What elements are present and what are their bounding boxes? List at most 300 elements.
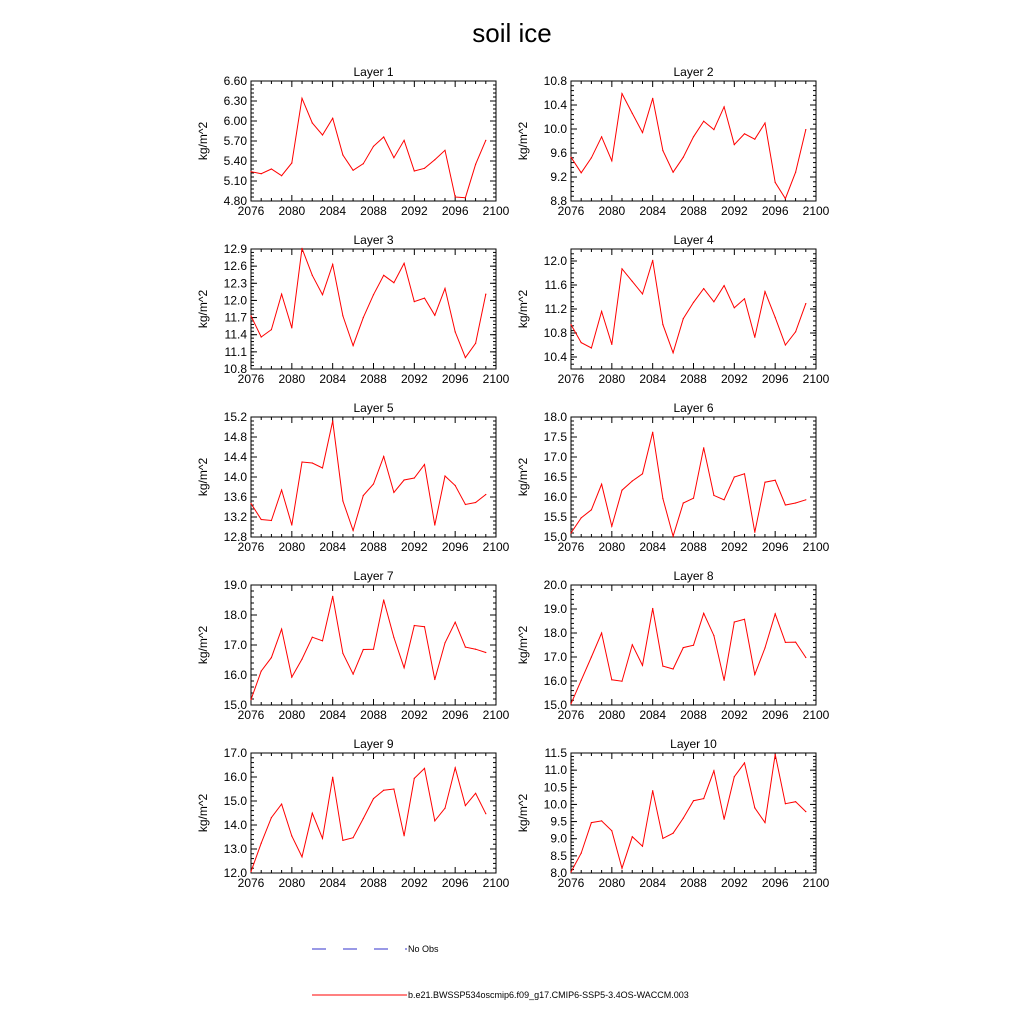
data-point — [673, 536, 674, 537]
y-tick-label: 9.0 — [550, 831, 567, 846]
data-point — [434, 524, 435, 525]
data-point — [393, 637, 394, 638]
data-point — [744, 762, 745, 763]
y-tick-label: 8.0 — [550, 866, 567, 880]
x-tick-label: 2092 — [400, 204, 428, 218]
data-point — [455, 331, 456, 332]
data-point — [434, 315, 435, 316]
data-point — [785, 642, 786, 643]
series-line — [251, 596, 486, 699]
panel-title: Layer 5 — [353, 401, 394, 415]
series-line — [571, 432, 806, 536]
x-tick-label: 2080 — [598, 372, 626, 386]
chart-panel — [196, 737, 510, 890]
y-tick-label: 9.5 — [550, 814, 567, 829]
data-point — [301, 856, 302, 857]
x-tick-label: 2092 — [720, 540, 748, 554]
data-point — [713, 770, 714, 771]
data-point — [373, 483, 374, 484]
data-point — [632, 281, 633, 282]
legend — [312, 944, 689, 1000]
data-point — [785, 198, 786, 199]
x-tick-label: 2084 — [319, 540, 347, 554]
data-point — [444, 642, 445, 643]
y-tick-label: 10.4 — [543, 350, 567, 364]
data-point — [414, 778, 415, 779]
data-point — [652, 432, 653, 433]
chart-panel — [516, 65, 830, 218]
x-tick-label: 2084 — [319, 708, 347, 722]
data-point — [312, 275, 313, 276]
data-point — [373, 146, 374, 147]
data-point — [322, 838, 323, 839]
panel-title: Layer 3 — [353, 233, 394, 247]
x-tick-label: 2080 — [598, 876, 626, 890]
data-point — [353, 530, 354, 531]
x-tick-label: 2092 — [400, 876, 428, 890]
data-point — [485, 652, 486, 653]
x-tick-label: 2096 — [441, 708, 469, 722]
y-tick-label: 11.7 — [224, 310, 247, 325]
data-point — [434, 679, 435, 680]
data-point — [795, 502, 796, 503]
x-tick-label: 2076 — [237, 372, 265, 386]
data-point — [332, 777, 333, 778]
data-point — [703, 613, 704, 614]
plot-frame — [571, 417, 816, 537]
data-point — [703, 288, 704, 289]
data-point — [271, 168, 272, 169]
data-point — [805, 657, 806, 658]
data-point — [713, 301, 714, 302]
data-point — [291, 835, 292, 836]
x-tick-label: 2084 — [639, 372, 667, 386]
data-point — [632, 113, 633, 114]
data-point — [591, 509, 592, 510]
y-tick-label: 12.0 — [543, 254, 567, 268]
data-point — [693, 302, 694, 303]
data-point — [475, 502, 476, 503]
data-point — [444, 150, 445, 151]
data-point — [775, 754, 776, 755]
data-point — [342, 840, 343, 841]
y-tick-label: 16.5 — [543, 470, 567, 484]
data-point — [795, 172, 796, 173]
data-point — [713, 635, 714, 636]
panel-title: Layer 4 — [673, 233, 714, 247]
data-point — [475, 793, 476, 794]
data-point — [683, 502, 684, 503]
x-tick-label: 2088 — [680, 876, 707, 890]
data-point — [301, 659, 302, 660]
data-point — [775, 480, 776, 481]
data-point — [373, 649, 374, 650]
x-tick-label: 2096 — [761, 708, 789, 722]
y-axis-label: kg/m^2 — [516, 289, 530, 329]
data-point — [805, 129, 806, 130]
data-point — [353, 674, 354, 675]
data-point — [291, 677, 292, 678]
x-tick-label: 2096 — [441, 540, 469, 554]
data-point — [601, 136, 602, 137]
x-tick-label: 2100 — [482, 204, 510, 218]
data-point — [785, 504, 786, 505]
y-tick-label: 18.0 — [223, 608, 247, 622]
data-point — [764, 482, 765, 483]
data-point — [271, 520, 272, 521]
x-tick-label: 2088 — [680, 708, 707, 722]
x-tick-label: 2100 — [802, 876, 830, 890]
data-point — [363, 163, 364, 164]
data-point — [744, 133, 745, 134]
data-point — [414, 301, 415, 302]
data-point — [652, 98, 653, 99]
x-tick-label: 2076 — [557, 876, 585, 890]
x-tick-label: 2092 — [400, 372, 428, 386]
y-tick-label: 9.6 — [550, 146, 567, 160]
y-axis-label: kg/m^2 — [516, 625, 530, 665]
data-point — [734, 476, 735, 477]
x-tick-label: 2100 — [482, 708, 510, 722]
data-point — [373, 294, 374, 295]
data-point — [332, 264, 333, 265]
data-point — [591, 656, 592, 657]
data-point — [281, 804, 282, 805]
data-point — [332, 596, 333, 597]
data-point — [611, 344, 612, 345]
x-tick-label: 2076 — [237, 708, 265, 722]
data-point — [693, 136, 694, 137]
y-tick-label: 19.0 — [543, 602, 567, 616]
data-point — [424, 168, 425, 169]
x-tick-label: 2084 — [319, 372, 347, 386]
x-tick-label: 2100 — [482, 876, 510, 890]
data-point — [683, 647, 684, 648]
legend-obs-label: No Obs — [408, 944, 439, 954]
data-point — [754, 532, 755, 533]
y-tick-label: 12.0 — [223, 866, 247, 880]
data-point — [601, 311, 602, 312]
data-point — [444, 808, 445, 809]
x-tick-label: 2076 — [557, 204, 585, 218]
data-point — [363, 317, 364, 318]
data-point — [455, 767, 456, 768]
x-tick-label: 2092 — [720, 204, 748, 218]
y-tick-label: 4.80 — [223, 194, 247, 208]
x-tick-label: 2100 — [802, 204, 830, 218]
plot-frame — [251, 753, 496, 873]
data-point — [764, 647, 765, 648]
x-tick-label: 2076 — [237, 876, 265, 890]
data-point — [724, 819, 725, 820]
y-tick-label: 15.2 — [223, 410, 247, 424]
data-point — [662, 498, 663, 499]
y-tick-label: 10.8 — [543, 326, 567, 340]
data-point — [652, 260, 653, 261]
x-tick-label: 2076 — [557, 540, 585, 554]
x-tick-label: 2080 — [278, 876, 306, 890]
data-point — [662, 324, 663, 325]
data-point — [642, 665, 643, 666]
data-point — [353, 837, 354, 838]
data-point — [312, 813, 313, 814]
data-point — [322, 294, 323, 295]
data-point — [261, 336, 262, 337]
data-point — [683, 157, 684, 158]
data-point — [734, 144, 735, 145]
plot-frame — [571, 81, 816, 201]
x-tick-label: 2084 — [319, 204, 347, 218]
chart-panel — [196, 569, 510, 722]
x-tick-label: 2076 — [557, 708, 585, 722]
x-tick-label: 2088 — [680, 540, 707, 554]
data-point — [642, 473, 643, 474]
x-tick-label: 2076 — [557, 372, 585, 386]
x-tick-label: 2096 — [761, 540, 789, 554]
x-tick-label: 2096 — [441, 372, 469, 386]
data-point — [785, 803, 786, 804]
data-point — [301, 98, 302, 99]
data-point — [642, 132, 643, 133]
series-line — [251, 421, 486, 531]
y-tick-label: 14.0 — [223, 470, 247, 484]
y-axis-label: kg/m^2 — [196, 289, 210, 329]
chart-panel — [516, 737, 830, 890]
data-point — [414, 170, 415, 171]
data-point — [703, 447, 704, 448]
y-tick-label: 13.0 — [223, 842, 247, 856]
x-tick-label: 2092 — [720, 372, 748, 386]
data-point — [424, 298, 425, 299]
data-point — [342, 154, 343, 155]
y-tick-label: 15.0 — [223, 794, 247, 808]
data-point — [805, 303, 806, 304]
data-point — [662, 150, 663, 151]
series-line — [571, 260, 806, 352]
x-tick-label: 2080 — [278, 372, 306, 386]
data-point — [744, 619, 745, 620]
x-tick-label: 2080 — [278, 540, 306, 554]
data-point — [434, 159, 435, 160]
data-point — [393, 282, 394, 283]
data-point — [404, 263, 405, 264]
y-tick-label: 12.8 — [223, 530, 247, 544]
x-tick-label: 2084 — [639, 876, 667, 890]
data-point — [414, 477, 415, 478]
y-tick-label: 15.0 — [543, 698, 567, 712]
data-point — [693, 498, 694, 499]
data-point — [250, 871, 251, 872]
data-point — [724, 499, 725, 500]
y-tick-label: 11.4 — [224, 327, 247, 342]
data-point — [652, 608, 653, 609]
data-point — [673, 833, 674, 834]
data-point — [703, 121, 704, 122]
data-point — [713, 495, 714, 496]
data-point — [611, 160, 612, 161]
data-point — [475, 649, 476, 650]
x-tick-label: 2084 — [319, 876, 347, 890]
data-point — [621, 681, 622, 682]
data-point — [570, 157, 571, 158]
data-point — [455, 485, 456, 486]
data-point — [485, 294, 486, 295]
data-point — [424, 626, 425, 627]
y-axis-label: kg/m^2 — [516, 121, 530, 161]
series-line — [571, 754, 806, 872]
y-tick-label: 6.30 — [223, 94, 247, 108]
data-point — [744, 473, 745, 474]
x-tick-label: 2084 — [639, 708, 667, 722]
y-tick-label: 10.5 — [543, 780, 567, 795]
y-axis-label: kg/m^2 — [516, 457, 530, 497]
data-point — [652, 790, 653, 791]
data-point — [312, 637, 313, 638]
data-point — [271, 329, 272, 330]
data-point — [250, 171, 251, 172]
data-point — [621, 268, 622, 269]
data-point — [683, 818, 684, 819]
data-point — [383, 275, 384, 276]
data-point — [281, 629, 282, 630]
x-tick-label: 2084 — [639, 204, 667, 218]
y-tick-label: 17.5 — [543, 430, 567, 444]
data-point — [312, 462, 313, 463]
x-tick-label: 2080 — [598, 540, 626, 554]
chart-panel — [516, 569, 830, 722]
data-point — [383, 136, 384, 137]
data-point — [673, 172, 674, 173]
x-tick-label: 2080 — [278, 708, 306, 722]
x-tick-label: 2080 — [278, 204, 306, 218]
y-tick-label: 8.5 — [550, 848, 567, 863]
data-point — [581, 172, 582, 173]
x-tick-label: 2088 — [360, 204, 387, 218]
y-tick-label: 19.0 — [223, 578, 247, 592]
y-tick-label: 17.0 — [223, 638, 247, 652]
data-point — [795, 801, 796, 802]
data-point — [485, 140, 486, 141]
data-point — [455, 622, 456, 623]
data-point — [754, 337, 755, 338]
data-point — [301, 461, 302, 462]
data-point — [363, 649, 364, 650]
data-point — [611, 526, 612, 527]
data-point — [734, 621, 735, 622]
y-tick-label: 17.0 — [543, 650, 567, 664]
data-point — [632, 836, 633, 837]
data-point — [785, 344, 786, 345]
plot-frame — [251, 417, 496, 537]
data-point — [581, 517, 582, 518]
data-point — [393, 788, 394, 789]
data-point — [724, 106, 725, 107]
y-axis-label: kg/m^2 — [196, 457, 210, 497]
data-point — [393, 492, 394, 493]
data-point — [434, 820, 435, 821]
panel-title: Layer 1 — [353, 65, 394, 79]
data-point — [642, 846, 643, 847]
x-tick-label: 2088 — [360, 540, 387, 554]
data-point — [353, 170, 354, 171]
data-point — [465, 647, 466, 648]
panel-title: Layer 7 — [353, 569, 394, 583]
data-point — [465, 197, 466, 198]
y-tick-label: 18.0 — [543, 410, 567, 424]
data-point — [754, 807, 755, 808]
y-tick-label: 10.8 — [543, 74, 567, 88]
chart-panel — [196, 233, 510, 386]
x-tick-label: 2092 — [720, 708, 748, 722]
y-tick-label: 20.0 — [543, 578, 567, 592]
data-point — [611, 830, 612, 831]
y-tick-label: 17.0 — [543, 450, 567, 464]
y-axis-label: kg/m^2 — [196, 793, 210, 833]
legend-model-label: b.e21.BWSSP534oscmip6.f09_g17.CMIP6-SSP5-3.4OS-WACCM.003 — [408, 990, 689, 1000]
x-tick-label: 2092 — [720, 876, 748, 890]
x-tick-label: 2100 — [802, 708, 830, 722]
data-point — [271, 657, 272, 658]
y-tick-label: 5.70 — [223, 134, 247, 148]
y-tick-label: 12.9 — [223, 242, 247, 256]
x-tick-label: 2080 — [598, 708, 626, 722]
data-point — [724, 680, 725, 681]
chart-panel — [196, 401, 510, 554]
data-point — [404, 479, 405, 480]
panel-title: Layer 6 — [673, 401, 714, 415]
data-point — [322, 134, 323, 135]
y-tick-label: 10.8 — [223, 362, 247, 376]
data-point — [444, 475, 445, 476]
y-tick-label: 10.0 — [543, 122, 567, 136]
data-point — [393, 157, 394, 158]
data-point — [342, 315, 343, 316]
data-point — [673, 668, 674, 669]
data-point — [281, 294, 282, 295]
y-tick-label: 11.0 — [544, 763, 567, 778]
y-axis-label: kg/m^2 — [196, 121, 210, 161]
data-point — [250, 315, 251, 316]
data-point — [485, 813, 486, 814]
data-point — [570, 871, 571, 872]
data-point — [662, 666, 663, 667]
data-point — [281, 489, 282, 490]
x-tick-label: 2088 — [360, 372, 387, 386]
data-point — [475, 164, 476, 165]
data-point — [485, 494, 486, 495]
data-point — [591, 157, 592, 158]
data-point — [724, 285, 725, 286]
data-point — [465, 504, 466, 505]
data-point — [301, 248, 302, 249]
y-tick-label: 16.0 — [223, 770, 247, 784]
plot-frame — [251, 585, 496, 705]
data-point — [261, 519, 262, 520]
data-point — [465, 805, 466, 806]
series-line — [251, 98, 486, 197]
data-point — [250, 699, 251, 700]
data-point — [693, 645, 694, 646]
x-tick-label: 2092 — [400, 540, 428, 554]
data-point — [764, 822, 765, 823]
y-tick-label: 15.5 — [543, 510, 567, 524]
data-point — [744, 298, 745, 299]
data-point — [703, 798, 704, 799]
data-point — [342, 653, 343, 654]
data-point — [632, 480, 633, 481]
x-tick-label: 2088 — [680, 204, 707, 218]
data-point — [363, 495, 364, 496]
